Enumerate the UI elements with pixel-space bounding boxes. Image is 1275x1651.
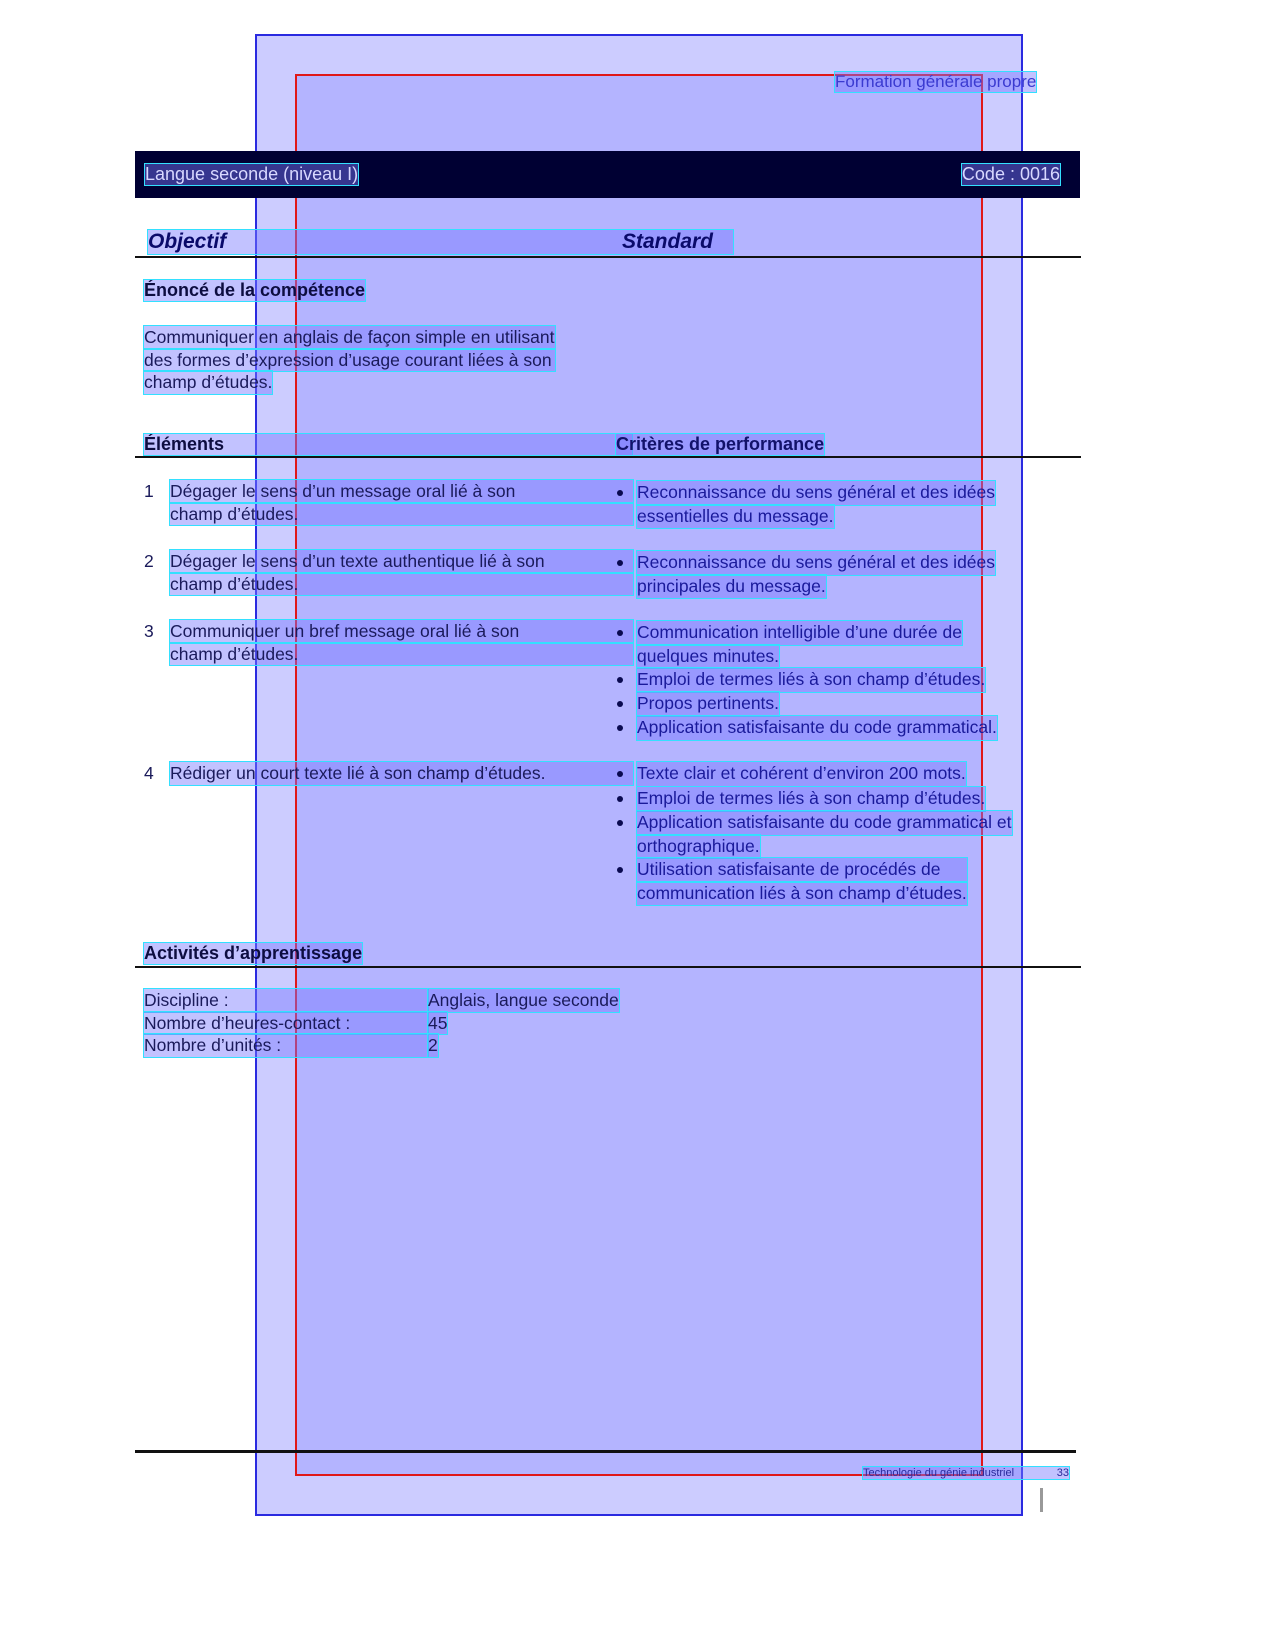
element-line: champ d’études.: [170, 503, 633, 526]
activities-row: [144, 989, 619, 1012]
criterion-item: [637, 811, 1012, 858]
element-text: [170, 480, 633, 525]
page-number: 33: [1056, 1467, 1069, 1479]
activities-value: 45: [428, 1012, 448, 1033]
criterion-line: Reconnaissance du sens général et des idées: [637, 481, 995, 505]
element-number: 4: [144, 763, 154, 783]
divider: [135, 966, 1081, 968]
competence-line: champ d’études.: [144, 372, 273, 392]
element-line: Rédiger un court texte lié à son champ d’études.: [170, 762, 633, 785]
criterion-line: Reconnaissance du sens général et des idées: [637, 551, 995, 575]
competence-heading: Énoncé de la compétence: [144, 280, 366, 300]
element-number: 3: [144, 621, 154, 641]
activities-label: Nombre d’heures-contact :: [144, 1012, 428, 1035]
activities-value: Anglais, langue seconde: [428, 990, 619, 1010]
criterion-line: principales du message.: [637, 575, 826, 599]
activities-label: Discipline :: [144, 989, 428, 1012]
footer: [863, 1467, 1069, 1479]
criterion-line: orthographique.: [637, 835, 760, 859]
competence-statement: [144, 326, 555, 394]
element-line: champ d’études.: [170, 573, 633, 596]
activities-heading: Activités d’apprentissage: [144, 943, 363, 963]
program-label: Formation générale propre: [835, 72, 1037, 91]
criteria-heading: Critères de performance: [616, 434, 825, 454]
activities-row: [144, 1012, 619, 1035]
criterion-item: [637, 551, 995, 598]
criterion-line: quelques minutes.: [637, 645, 779, 669]
divider: [135, 256, 1081, 258]
criterion-item: Application satisfaisante du code grammatical.: [637, 716, 997, 740]
activities-value: 2: [428, 1035, 438, 1055]
competence-line: des formes d’expression d’usage courant liées à son: [144, 349, 555, 372]
element-number: 2: [144, 551, 154, 571]
standard-title: Standard: [622, 230, 714, 253]
criterion-line: communication liés à son champ d’études.: [637, 882, 967, 906]
course-code: Code : 0016: [961, 164, 1060, 184]
course-header-bar: [135, 151, 1080, 198]
criterion-item: Texte clair et cohérent d’environ 200 mots.: [637, 762, 966, 786]
criterion-item: [637, 858, 967, 905]
activities-table: [144, 989, 619, 1057]
element-line: Dégager le sens d’un message oral lié à son: [170, 480, 633, 503]
element-text: [170, 550, 633, 595]
element-line: champ d’études.: [170, 643, 633, 666]
activities-row: [144, 1034, 619, 1057]
criterion-item: [637, 481, 995, 528]
element-text: [170, 620, 633, 665]
criterion-line: essentielles du message.: [637, 505, 834, 529]
element-text: [170, 762, 633, 785]
footer-program: Technologie du génie industriel: [863, 1467, 1015, 1479]
objective-label: Objectif: [148, 230, 227, 253]
text-cursor-mark: [1040, 1488, 1043, 1512]
activities-label: Nombre d’unités :: [144, 1034, 428, 1057]
criterion-item: Emploi de termes liés à son champ d’études.: [637, 787, 985, 811]
element-line: Dégager le sens d’un texte authentique lié à son: [170, 550, 633, 573]
criterion-item: [637, 621, 962, 668]
course-title: Langue seconde (niveau I): [145, 164, 359, 184]
criterion-line: Application satisfaisante du code grammatical et: [637, 811, 1012, 835]
elements-heading: Éléments: [144, 434, 632, 455]
criterion-line: Utilisation satisfaisante de procédés de: [637, 858, 967, 882]
element-number: 1: [144, 481, 154, 501]
divider: [135, 456, 1081, 458]
criterion-item: Emploi de termes liés à son champ d’études.: [637, 668, 985, 692]
competence-line: Communiquer en anglais de façon simple en utilisant: [144, 327, 555, 347]
criterion-line: Communication intelligible d’une durée de: [637, 621, 962, 645]
footer-divider: [135, 1450, 1076, 1453]
element-line: Communiquer un bref message oral lié à son: [170, 620, 633, 643]
criterion-item: Propos pertinents.: [637, 692, 779, 716]
